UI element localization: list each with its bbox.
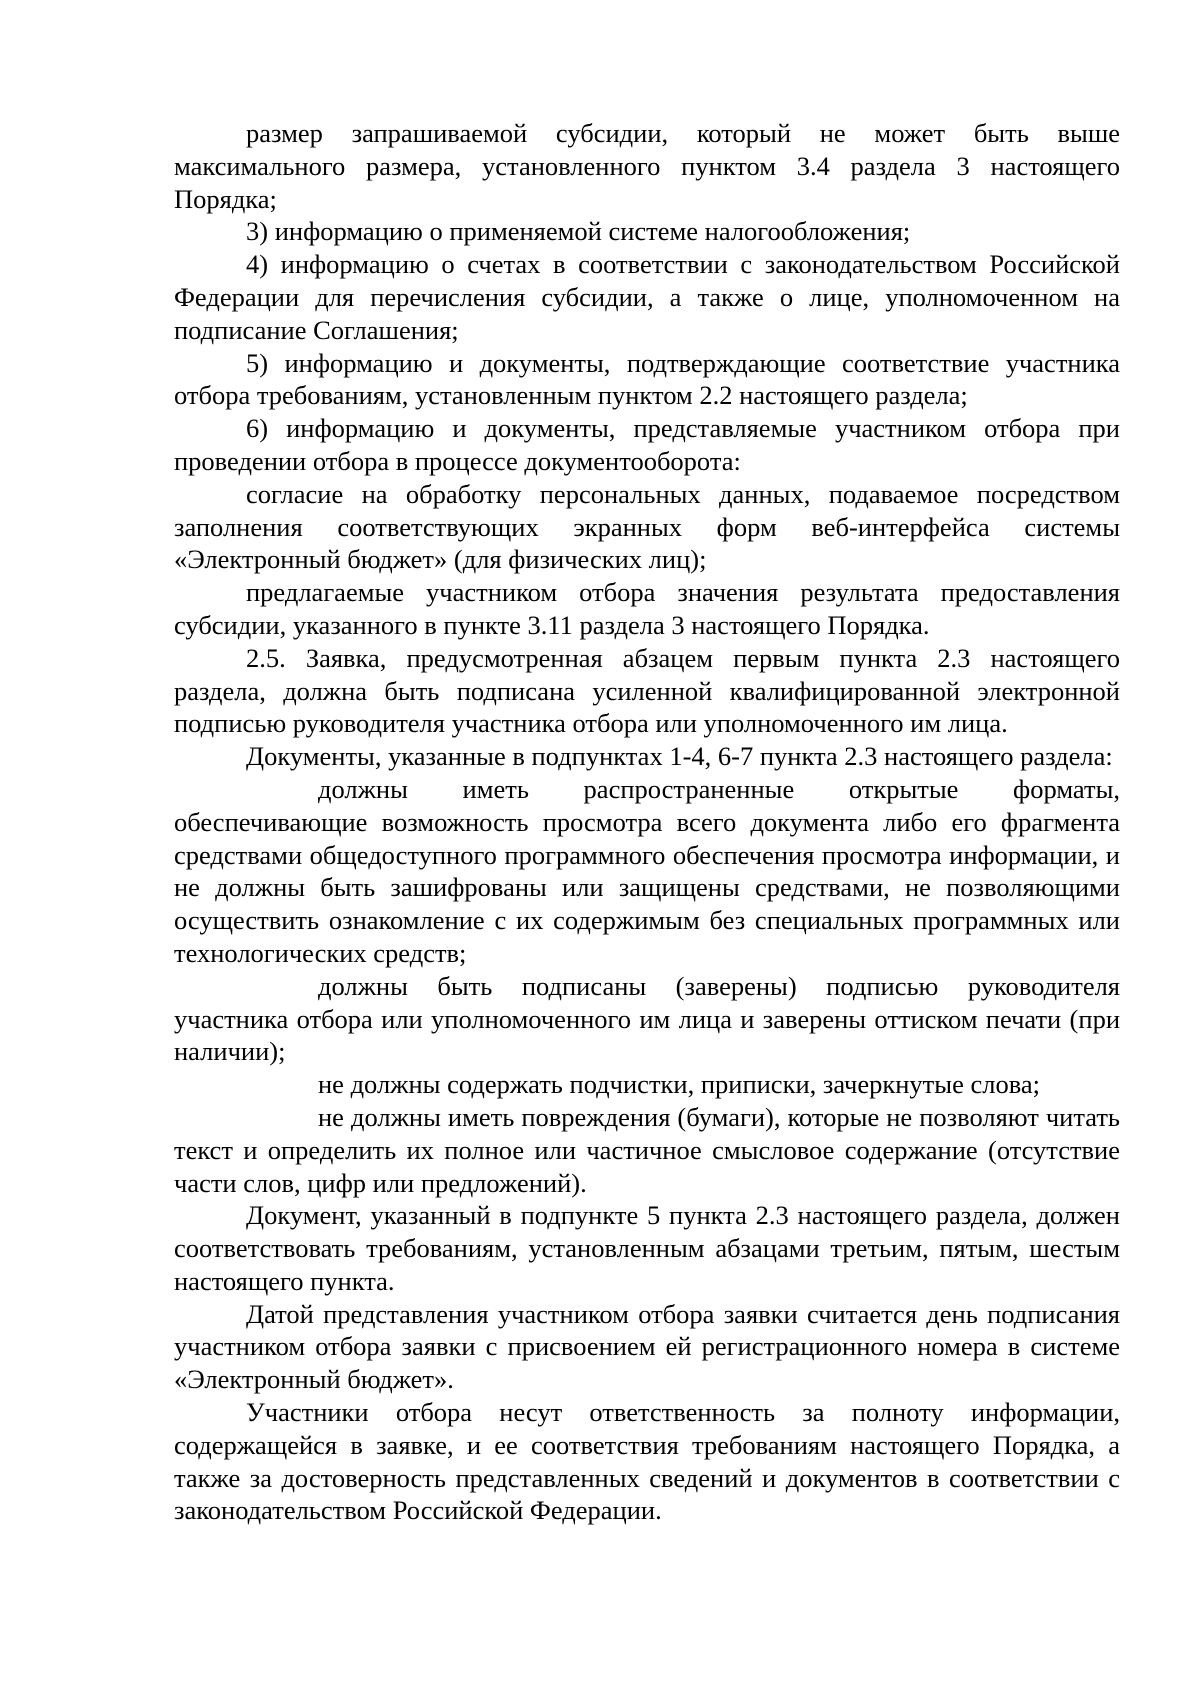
paragraph-subsidy-size: размер запрашиваемой субсидии, который не может быть выше максимального размера, установленного пунктом 3.4 раздела 3 настоящего Порядка; [174,118,1120,214]
paragraph-consent: согласие на обработку персональных данных, подаваемое посредством заполнения соответствующих экранных форм веб-интерфейса системы «Электронный бюджет» (для физических лиц); [174,478,1120,575]
paragraph-no-damage: не должны иметь повреждения (бумаги), которые не позволяют читать текст и определить их полное или частичное смысловое содержание (отсутствие части слов, цифр или предложений). [174,1101,1120,1198]
document-page [174,117,1120,1527]
paragraph-formats: должны иметь распространенные открытые форматы, обеспечивающие возможность просмотра всего документа либо его фрагмента средствами общедоступного программного обеспечения просмотра информации, и не должны быть зашифрованы или защищены средствами, не позволяющими осуществить ознакомление с их содержимым без специальных программных или технологических средств; [174,773,1120,968]
paragraph-section-2-5: 2.5. Заявка, предусмотренная абзацем первым пункта 2.3 настоящего раздела, должна быть подписана усиленной квалифицированной электронной подписью руководителя участника отбора или уполномоченного им лица. [174,642,1120,739]
paragraph-signed: должны быть подписаны (заверены) подписью руководителя участника отбора или уполномоченного им лица и заверены оттиском печати (при наличии); [174,970,1120,1067]
paragraph-item-5: 5) информацию и документы, подтверждающие соответствие участника отбора требованиям, установленным пунктом 2.2 настоящего раздела; [174,347,1120,411]
paragraph-item-3: 3) информацию о применяемой системе налогообложения; [246,216,911,247]
paragraph-item-4: 4) информацию о счетах в соответствии с законодательством Российской Федерации для перечисления субсидии, а также о лице, уполномоченном на подписание Соглашения; [174,249,1120,345]
paragraph-no-erasures: не должны содержать подчистки, приписки, зачеркнутые слова; [318,1069,1040,1100]
paragraph-responsibility: Участники отбора несут ответственность за полноту информации, содержащейся в заявке, и ее соответствия требованиям настоящего Порядка, а также за достоверность представленных сведений и документов в соответствии с законодательством Российской Федерации. [174,1397,1120,1526]
paragraph-submission-date: Датой представления участником отбора заявки считается день подписания участником отбора заявки с присвоением ей регистрационного номера в системе «Электронный бюджет». [174,1298,1120,1395]
paragraph-documents-intro: Документы, указанные в подпунктах 1-4, 6-7 пункта 2.3 настоящего раздела: [246,741,1113,772]
paragraph-document-item-5: Документ, указанный в подпункте 5 пункта 2.3 настоящего раздела, должен соответствовать требованиям, установленным абзацами третьим, пятым, шестым настоящего пункта. [174,1200,1120,1296]
paragraph-result-values: предлагаемые участником отбора значения результата предоставления субсидии, указанного в пункте 3.11 раздела 3 настоящего Порядка. [174,577,1120,640]
paragraph-item-6: 6) информацию и документы, представляемые участником отбора при проведении отбора в процессе документооборота: [174,413,1120,476]
